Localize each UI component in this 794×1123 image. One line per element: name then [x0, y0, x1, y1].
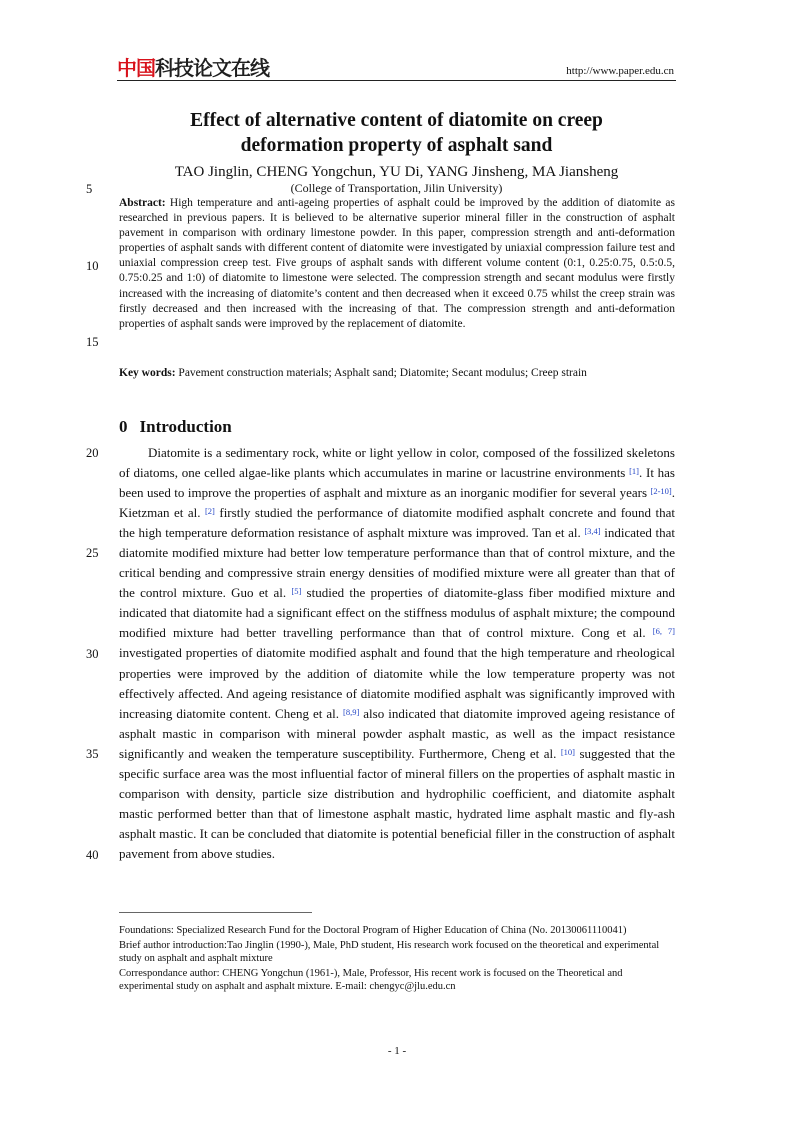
logo-text-red: 中国 [117, 56, 155, 80]
body-text-segment: also indicated that diatomite improved ageing resistance of asphalt mastic in comparison with mineral powder asphalt mastic, as well as the impact resistance significantly and weaken the temperature susceptibility. Furthermore, Cheng et al. [119, 705, 675, 761]
line-number: 10 [86, 259, 99, 273]
affiliation: (College of Transportation, Jilin University) [290, 181, 503, 195]
citation-link[interactable]: [2-10] [650, 486, 672, 497]
abstract [119, 196, 675, 332]
citation-link[interactable]: [1] [629, 466, 640, 477]
paper-title [117, 108, 676, 158]
body-text-segment: indicated that diatomite modified mixture had better low temperature performance than that of control mixture, and the critical bending and compressive strain energy densities of modified mixture were all greater than that of the control mixture. Guo et al. [119, 525, 675, 601]
body-text-segment: investigated properties of diatomite modified asphalt and found that the high temperature and rheological properties were improved by the addition of diatomite while the low temperature property was not effectively affected. And ageing resistance of diatomite modified asphalt was significantly improved with increasing diatomite content. Cheng et al. [119, 645, 675, 721]
title-line-2: deformation property of asphalt sand [240, 135, 553, 156]
footnote-divider [119, 912, 312, 913]
section-number: 0 [119, 417, 128, 436]
citation-link[interactable]: [2] [204, 506, 215, 517]
keywords [119, 366, 675, 381]
footnote-foundations: Foundations: Specialized Research Fund for the Doctoral Program of Higher Education of China (No. 20130061110041) [119, 925, 627, 936]
logo-text-dark: 科技论文在线 [155, 56, 269, 80]
page-number: - 1 - [387, 1045, 407, 1057]
line-number: 25 [86, 546, 99, 560]
citation-link[interactable]: [5] [291, 586, 302, 597]
section-heading [119, 416, 232, 438]
body-text-segment: Diatomite is a sedimentary rock, white or light yellow in color, composed of the fossilized skeletons of diatoms, one celled algae-like plants which accumulates in marine or lacustrine environments [119, 445, 675, 481]
title-line-1: Effect of alternative content of diatomite on creep [190, 110, 603, 131]
line-number: 40 [86, 848, 99, 862]
body-text-segment: . It has been used to improve the properties of asphalt and mixture as an inorganic modifier for several years [119, 465, 675, 501]
footnote-author-intro: Brief author introduction:Tao Jinglin (1990-), Male, PhD student, His research work focused on the theoretical and experimental study on asphalt and asphalt mixture [119, 939, 660, 964]
authors: TAO Jinglin, CHENG Yongchun, YU Di, YANG Jinsheng, MA Jiansheng [174, 164, 619, 180]
line-number: 20 [86, 446, 99, 460]
body-text-segment: firstly studied the performance of diatomite modified asphalt concrete and found that the high temperature deformation resistance of asphalt mixture was improved. Tan et al. [119, 505, 675, 541]
body-text-segment: . Kietzman et al. [119, 485, 675, 521]
footnote-correspondance: Correspondance author: CHENG Yongchun (1961-), Male, Professor, His recent work is focused on the Theoretical and experimental study on asphalt and asphalt mixture. E-mail: chengyc@jlu.edu.cn [119, 967, 623, 992]
citation-link[interactable]: [6, 7] [652, 626, 675, 637]
body-text-segment: studied the properties of diatomite-glass fiber modified mixture and indicated that diatomite had a significant effect on the stiffness modulus of asphalt mixture; the compound modified mixture had better travelling performance than that of control mixture. Cong et al. [119, 585, 676, 641]
line-number: 30 [86, 647, 99, 661]
line-number: 5 [86, 182, 93, 196]
abstract-text: High temperature and anti-ageing properties of asphalt could be improved by the addition of diatomite as researched in previous papers. It is believed to be alternative superior mineral filler in the construction of asphalt pavement in comparison with ordinary limestone powder. In this paper, compression strength and anti-deformation properties of asphalt sands with different content of diatomite were investigated by uniaxial compression failure test and uniaxial compression creep test. Five groups of asphalt sands with different volume content (0:1, 0.25:0.75, 0.5:0.5, 0.75:0.25 and 1:0) of diatomite to limestone were selected. The compression strength and secant modulus were firstly increased with the increasing of diatomite’s content and then decreased when it exceed 0.75 whilst the creep strain was firstly decreased and then increased with the increasing of that. The compression strength and anti-deformation properties of asphalt sands were improved by the replacement of diatomite. [119, 197, 675, 330]
header-divider [117, 80, 676, 81]
footnotes [119, 924, 675, 995]
line-number: 35 [86, 747, 99, 761]
citation-link[interactable]: [8,9] [342, 706, 360, 717]
site-logo [117, 57, 293, 79]
abstract-label: Abstract: [119, 197, 166, 209]
citation-link[interactable]: [10] [560, 746, 575, 757]
keywords-label: Key words: [119, 367, 176, 379]
section-title: Introduction [139, 417, 232, 436]
citation-link[interactable]: [3,4] [584, 526, 601, 537]
line-number: 15 [86, 335, 99, 349]
body-text-segment: suggested that the specific surface area was the most influential factor of mineral fillers on the properties of asphalt mastic in comparison with density, particle size distribution and hydrophilic coefficient, and diatomite asphalt mastic performed better than that of limestone asphalt mastic, hydrated lime asphalt mastic and fly-ash asphalt mastic. It can be concluded that diatomite is potential beneficial filler in the construction of asphalt pavement from above studies. [119, 745, 675, 861]
introduction-paragraph [119, 443, 675, 864]
header-url[interactable]: http://www.paper.edu.cn [566, 65, 674, 77]
keywords-text: Pavement construction materials; Asphalt sand; Diatomite; Secant modulus; Creep strain [178, 367, 587, 379]
